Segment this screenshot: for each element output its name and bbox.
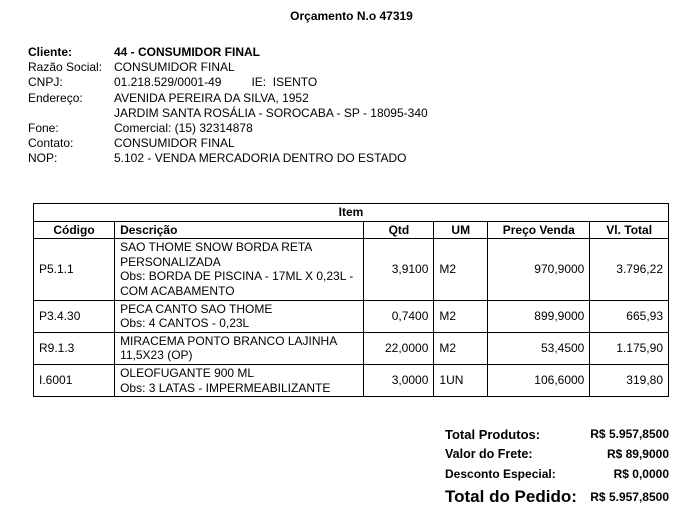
col-header-qtd: Qtd bbox=[364, 221, 434, 239]
cell-desc bbox=[115, 364, 364, 396]
valor-frete-label: Valor do Frete: bbox=[445, 447, 533, 461]
contato-value: CONSUMIDOR FINAL bbox=[114, 136, 235, 151]
table-row bbox=[34, 364, 669, 396]
desc-line: MIRACEMA PONTO BRANCO LAJINHA bbox=[120, 333, 338, 348]
desc-line: Obs: BORDA DE PISCINA - 17ML X 0,23L - bbox=[120, 269, 354, 284]
items-group-header: Item bbox=[34, 204, 669, 222]
cliente-label: Cliente: bbox=[28, 45, 73, 59]
cell-desc bbox=[115, 300, 364, 332]
total-produtos-label: Total Produtos: bbox=[445, 426, 541, 442]
endereco-line1: AVENIDA PEREIRA DA SILVA, 1952 bbox=[114, 90, 309, 105]
cell-qtd: 22,0000 bbox=[364, 332, 434, 364]
endereco-label: Endereço: bbox=[28, 90, 83, 105]
desc-line: PERSONALIZADA bbox=[120, 254, 221, 269]
col-header-descricao: Descrição bbox=[115, 221, 364, 239]
razao-value: CONSUMIDOR FINAL bbox=[114, 60, 235, 75]
cell-total: 665,93 bbox=[590, 300, 669, 332]
desc-line: OLEOFUGANTE 900 ML bbox=[120, 365, 255, 380]
quote-title: Orçamento N.o 47319 bbox=[290, 9, 413, 23]
cell-preco: 899,9000 bbox=[488, 300, 590, 332]
cell-um: M2 bbox=[434, 239, 488, 300]
cell-preco: 53,4500 bbox=[488, 332, 590, 364]
cell-qtd: 3,9100 bbox=[364, 239, 434, 300]
cell-code: R9.1.3 bbox=[34, 332, 115, 364]
cell-desc bbox=[115, 239, 364, 300]
desc-line: COM ACABAMENTO bbox=[120, 283, 235, 298]
cell-total: 3.796,22 bbox=[590, 239, 669, 300]
contato-label: Contato: bbox=[28, 136, 74, 151]
endereco-line2: JARDIM SANTA ROSÁLIA - SOROCABA - SP - 18095-340 bbox=[114, 105, 428, 120]
fone-value: Comercial: (15) 32314878 bbox=[114, 120, 253, 135]
col-header-total: Vl. Total bbox=[590, 221, 669, 239]
cell-desc bbox=[115, 332, 364, 364]
total-pedido-label: Total do Pedido: bbox=[445, 487, 577, 506]
col-header-codigo: Código bbox=[34, 221, 115, 239]
desc-line: Obs: 4 CANTOS - 0,23L bbox=[120, 316, 250, 331]
cell-code: P3.4.30 bbox=[34, 300, 115, 332]
client-info bbox=[28, 45, 428, 167]
cell-um: 1UN bbox=[434, 364, 488, 396]
valor-frete-value: R$ 89,9000 bbox=[606, 447, 669, 461]
ie-value: IE: ISENTO bbox=[251, 75, 318, 90]
nop-label: NOP: bbox=[28, 151, 58, 166]
cnpj-value: 01.218.529/0001-49 bbox=[114, 75, 222, 90]
cell-preco: 970,9000 bbox=[488, 239, 590, 300]
cliente-value: 44 - CONSUMIDOR FINAL bbox=[114, 45, 261, 59]
col-header-um: UM bbox=[434, 221, 488, 239]
cell-total: 319,80 bbox=[590, 364, 669, 396]
fone-label: Fone: bbox=[28, 120, 59, 135]
desconto-value: R$ 0,0000 bbox=[613, 467, 669, 481]
totals-block bbox=[445, 424, 669, 510]
desc-line: Obs: 3 LATAS - IMPERMEABILIZANTE bbox=[120, 380, 331, 395]
table-row bbox=[34, 300, 669, 332]
nop-value: 5.102 - VENDA MERCADORIA DENTRO DO ESTADO bbox=[114, 151, 407, 166]
items-table bbox=[33, 203, 669, 397]
cell-um: M2 bbox=[434, 332, 488, 364]
cell-code: P5.1.1 bbox=[34, 239, 115, 300]
desc-line: PECA CANTO SAO THOME bbox=[120, 301, 273, 316]
razao-label: Razão Social: bbox=[28, 60, 103, 75]
col-header-preco: Preço Venda bbox=[488, 221, 590, 239]
desc-line: 11,5X23 (OP) bbox=[120, 348, 193, 363]
cell-total: 1.175,90 bbox=[590, 332, 669, 364]
table-row bbox=[34, 239, 669, 300]
cell-qtd: 0,7400 bbox=[364, 300, 434, 332]
cell-code: I.6001 bbox=[34, 364, 115, 396]
total-pedido-value: R$ 5.957,8500 bbox=[590, 490, 669, 504]
desconto-label: Desconto Especial: bbox=[445, 467, 556, 481]
cell-qtd: 3,0000 bbox=[364, 364, 434, 396]
cnpj-label: CNPJ: bbox=[28, 75, 63, 90]
table-row bbox=[34, 332, 669, 364]
desc-line: SAO THOME SNOW BORDA RETA bbox=[120, 240, 313, 255]
cell-um: M2 bbox=[434, 300, 488, 332]
cell-preco: 106,6000 bbox=[488, 364, 590, 396]
total-produtos-value: R$ 5.957,8500 bbox=[590, 427, 669, 441]
